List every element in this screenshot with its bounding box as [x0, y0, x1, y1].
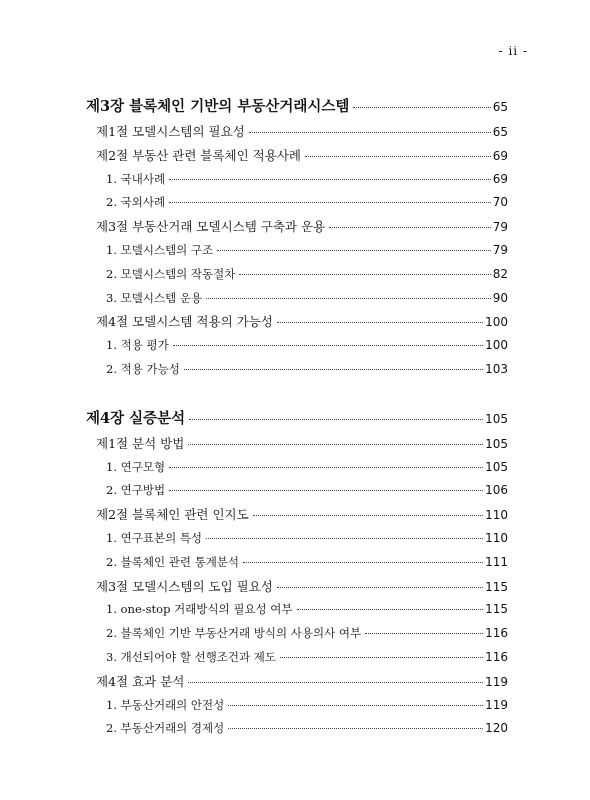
toc-entry-title: 2. 부동산거래의 경제성: [106, 721, 225, 736]
toc-entry-page: 69: [492, 148, 508, 163]
dot-leader: [365, 633, 483, 634]
toc-entry-title: 제4절 모델시스템 적용의 가능성: [96, 314, 273, 330]
toc-entry-title: 1. 부동산거래의 안전성: [106, 697, 225, 712]
toc-entry-title: 제3장 블록체인 기반의 부동산거래시스템: [86, 98, 350, 115]
toc-entry-page: 69: [492, 171, 508, 186]
toc-section-entry[interactable]: [86, 310, 508, 334]
toc-entry-page: 116: [485, 649, 508, 664]
toc-entry-page: 100: [485, 315, 508, 330]
toc-entry-page: 82: [492, 266, 508, 281]
toc-entry-title: 2. 블록체인 기반 부동산거래 방식의 사용의사 여부: [106, 626, 362, 641]
dot-leader: [243, 562, 483, 563]
toc-entry-page: 105: [485, 459, 508, 474]
toc-entry-page: 103: [485, 361, 508, 376]
toc-entry-page: 65: [492, 100, 508, 114]
dot-leader: [169, 202, 491, 203]
toc-item-entry[interactable]: [86, 191, 508, 215]
dot-leader: [305, 156, 491, 157]
toc-entry-page: 79: [492, 242, 508, 257]
dot-leader: [184, 369, 483, 370]
toc-entry-page: 119: [485, 697, 508, 712]
dot-leader: [189, 419, 483, 420]
toc-item-entry[interactable]: [86, 334, 508, 358]
toc-item-entry[interactable]: [86, 479, 508, 503]
toc-entry-title: 1. 모델시스템의 구조: [106, 242, 214, 257]
toc-entry-page: 90: [492, 290, 508, 305]
toc-entry-page: 70: [492, 195, 508, 210]
toc-entry-page: 110: [485, 508, 508, 523]
toc-entry-title: 제1절 분석 방법: [96, 435, 185, 451]
toc-section-entry[interactable]: [86, 670, 508, 694]
toc-section-entry[interactable]: [86, 503, 508, 527]
toc-entry-page: 111: [485, 554, 508, 569]
dot-leader: [206, 298, 491, 299]
toc-entry-title: 3. 개선되어야 할 선행조건과 제도: [106, 649, 277, 664]
dot-leader: [228, 728, 483, 729]
dot-leader: [169, 467, 483, 468]
dot-leader: [173, 345, 483, 346]
chapter-block: [86, 406, 508, 741]
toc-entry-title: 2. 블록체인 관련 통계분석: [106, 554, 240, 569]
toc-item-entry[interactable]: [86, 263, 508, 287]
toc-entry-title: 2. 모델시스템의 작동절차: [106, 266, 236, 281]
dot-leader: [277, 587, 483, 588]
toc-entry-page: 100: [485, 338, 508, 353]
toc-item-entry[interactable]: [86, 358, 508, 382]
toc-chapter-entry[interactable]: [86, 94, 508, 120]
dot-leader: [206, 538, 483, 539]
dot-leader: [280, 657, 483, 658]
dot-leader: [239, 274, 490, 275]
toc-entry-title: 2. 적용 가능성: [106, 361, 180, 376]
toc-item-entry[interactable]: [86, 239, 508, 263]
toc-entry-title: 제4장 실증분석: [86, 409, 186, 427]
toc-entry-page: 105: [485, 411, 508, 426]
toc-entry-page: 110: [485, 530, 508, 545]
toc-entry-page: 115: [485, 579, 508, 594]
toc-entry-title: 1. 국내사례: [106, 171, 166, 186]
table-of-contents: [86, 94, 508, 765]
dot-leader: [253, 515, 483, 516]
dot-leader: [217, 250, 491, 251]
toc-entry-page: 115: [485, 602, 508, 617]
toc-item-entry[interactable]: [86, 646, 508, 670]
dot-leader: [169, 490, 483, 491]
toc-entry-title: 2. 국외사례: [106, 195, 166, 210]
toc-entry-page: 119: [485, 674, 508, 689]
dot-leader: [297, 609, 484, 610]
toc-item-entry[interactable]: [86, 456, 508, 480]
toc-section-entry[interactable]: [86, 120, 508, 144]
toc-item-entry[interactable]: [86, 622, 508, 646]
toc-entry-title: 3. 모델시스템 운용: [106, 290, 203, 305]
toc-entry-page: 120: [485, 721, 508, 736]
toc-entry-title: 1. one-stop 거래방식의 필요성 여부: [106, 602, 293, 617]
dot-leader: [277, 322, 483, 323]
toc-item-entry[interactable]: [86, 717, 508, 741]
toc-entry-title: 1. 연구표본의 특성: [106, 530, 203, 545]
toc-section-entry[interactable]: [86, 144, 508, 168]
toc-section-entry[interactable]: [86, 575, 508, 599]
toc-item-entry[interactable]: [86, 527, 508, 551]
toc-entry-title: 제1절 모델시스템의 필요성: [96, 124, 245, 139]
toc-entry-page: 65: [492, 125, 508, 139]
dot-leader: [188, 682, 483, 683]
dot-leader: [249, 132, 491, 133]
toc-entry-title: 제3절 모델시스템의 도입 필요성: [96, 578, 273, 594]
toc-item-entry[interactable]: [86, 694, 508, 718]
toc-entry-title: 2. 연구방법: [106, 483, 166, 498]
toc-entry-page: 116: [485, 626, 508, 641]
toc-item-entry[interactable]: [86, 551, 508, 575]
page-number: - ii -: [498, 44, 528, 58]
toc-entry-page: 79: [492, 220, 508, 235]
toc-entry-title: 제2절 블록체인 관련 인지도: [96, 507, 249, 523]
toc-section-entry[interactable]: [86, 432, 508, 456]
dot-leader: [188, 444, 483, 445]
toc-entry-title: 1. 연구모형: [106, 459, 166, 474]
toc-item-entry[interactable]: [86, 598, 508, 622]
dot-leader: [353, 107, 490, 108]
toc-entry-title: 제2절 부동산 관련 블록체인 적용사례: [96, 147, 301, 163]
dot-leader: [169, 179, 491, 180]
toc-entry-title: 제4절 효과 분석: [96, 673, 185, 689]
toc-entry-page: 106: [485, 483, 508, 498]
toc-item-entry[interactable]: [86, 168, 508, 192]
toc-entry-title: 제3절 부동산거래 모델시스템 구축과 운용: [96, 219, 326, 235]
dot-leader: [329, 227, 491, 228]
toc-chapter-entry[interactable]: [86, 406, 508, 432]
toc-item-entry[interactable]: [86, 287, 508, 311]
chapter-block: [86, 94, 508, 382]
dot-leader: [228, 705, 483, 706]
toc-section-entry[interactable]: [86, 215, 508, 239]
toc-entry-title: 1. 적용 평가: [106, 338, 169, 353]
toc-entry-page: 105: [485, 436, 508, 451]
